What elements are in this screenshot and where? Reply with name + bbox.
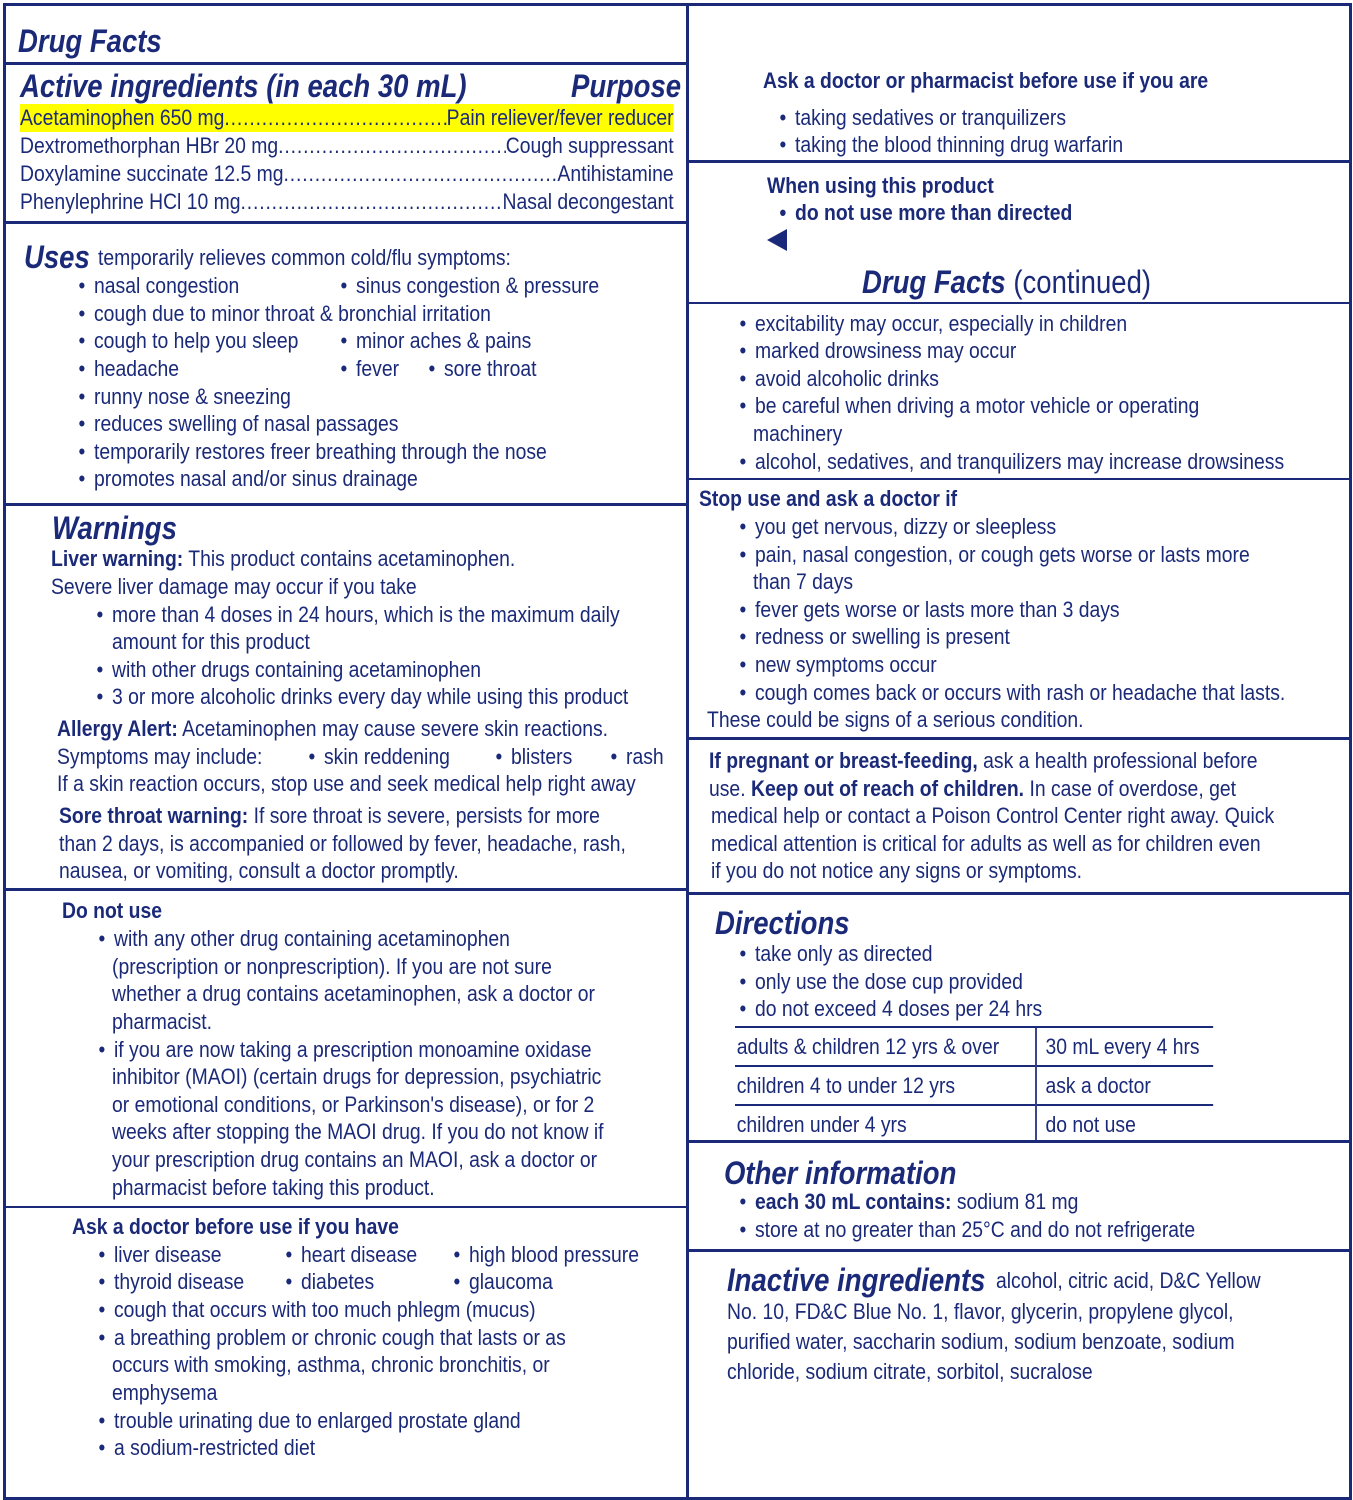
- drug-facts-title: Drug Facts: [18, 23, 162, 59]
- liver-item-cont: amount for this product: [112, 629, 310, 654]
- stop-use-item: • cough comes back or occurs with rash or headache that lasts.: [755, 679, 1285, 707]
- dosage-amount: ask a doctor: [1036, 1066, 1213, 1105]
- ask-doctor-item: • cough that occurs with too much phlegm (mucus): [114, 1296, 536, 1324]
- do-not-use-line: • if you are now taking a prescription monoamine oxidase: [114, 1036, 592, 1064]
- ask-doctor-item: • diabetes: [301, 1268, 374, 1296]
- table-row: [735, 1027, 1213, 1066]
- right-column: [689, 6, 1349, 1497]
- ingredient-row: [20, 132, 674, 160]
- ask-doctor-item-cont: occurs with smoking, asthma, chronic bronchitis, or: [112, 1352, 550, 1377]
- ask-doctor-item: • a breathing problem or chronic cough that lasts or as: [114, 1324, 566, 1352]
- do-not-use-line: or emotional conditions, or Parkinson's disease), or for 2: [112, 1092, 595, 1117]
- ask-pharmacist-item: • taking sedatives or tranquilizers: [795, 104, 1066, 132]
- dosage-group: adults & children 12 yrs & over: [735, 1027, 1036, 1066]
- other-info-heading: Other information: [724, 1155, 957, 1191]
- ingredient-purpose: Cough suppressant: [505, 133, 674, 158]
- ask-doctor-item: • liver disease: [114, 1241, 222, 1269]
- when-using-item: • do not use more than directed: [795, 199, 1072, 227]
- uses-item: • headache: [94, 355, 179, 383]
- sore-throat-warning: Sore throat warning: If sore throat is severe, persists for more: [59, 803, 600, 828]
- liver-item: • more than 4 doses in 24 hours, which is the maximum daily: [112, 601, 620, 629]
- when-using-item-cont: machinery: [753, 421, 843, 446]
- ingredient-name: Doxylamine succinate 12.5 mg: [20, 161, 284, 186]
- inactive-heading: Inactive ingredients: [727, 1262, 986, 1298]
- table-row: [735, 1066, 1213, 1105]
- pregnant-text: medical attention is critical for adults as well as for children even: [711, 831, 1261, 856]
- liver-item: • 3 or more alcoholic drinks every day while using this product: [112, 683, 628, 711]
- continued-arrow-icon: [767, 229, 787, 251]
- ingredient-purpose: Nasal decongestant: [502, 189, 674, 214]
- stop-use-item: • you get nervous, dizzy or sleepless: [755, 513, 1056, 541]
- uses-item: • sinus congestion & pressure: [356, 272, 599, 300]
- do-not-use-line: • with any other drug containing acetaminophen: [114, 925, 510, 953]
- drug-facts-continued: Drug Facts (continued): [862, 264, 1152, 300]
- uses-item: • minor aches & pains: [356, 327, 531, 355]
- ingredient-purpose: Pain reliever/fever reducer: [446, 105, 674, 130]
- warnings-heading: Warnings: [52, 510, 177, 546]
- ask-doctor-item: • heart disease: [301, 1241, 417, 1269]
- drug-facts-label: [3, 3, 1352, 1500]
- inactive-text: purified water, saccharin sodium, sodium benzoate, sodium: [727, 1329, 1235, 1354]
- symptoms-label: Symptoms may include:: [57, 744, 263, 769]
- sore-throat-text: than 2 days, is accompanied or followed by fever, headache, rash,: [59, 831, 626, 856]
- uses-intro: temporarily relieves common cold/flu symptoms:: [98, 245, 511, 270]
- ask-pharmacist-item: • taking the blood thinning drug warfarin: [795, 131, 1123, 159]
- pregnant-text: if you do not notice any signs or symptoms.: [711, 858, 1083, 883]
- ask-doctor-item: • glaucoma: [469, 1268, 553, 1296]
- symptom-item: • blisters: [511, 743, 572, 771]
- stop-use-item-cont: than 7 days: [753, 569, 854, 594]
- ask-doctor-item: • trouble urinating due to enlarged prostate gland: [114, 1407, 521, 1435]
- other-info-item: • store at no greater than 25°C and do not refrigerate: [755, 1216, 1195, 1244]
- directions-item: • only use the dose cup provided: [755, 968, 1023, 996]
- when-using-item: • marked drowsiness may occur: [755, 337, 1016, 365]
- uses-item: • temporarily restores freer breathing through the nose: [94, 438, 547, 466]
- do-not-use-line: whether a drug contains acetaminophen, ask a doctor or: [112, 981, 595, 1006]
- purpose-heading: Purpose: [571, 68, 682, 104]
- dosage-amount: do not use: [1036, 1105, 1213, 1143]
- ask-doctor-item: • a sodium-restricted diet: [114, 1434, 315, 1462]
- do-not-use-line: pharmacist before taking this product.: [112, 1175, 435, 1200]
- ingredient-name: Dextromethorphan HBr 20 mg: [20, 133, 279, 158]
- directions-item: • do not exceed 4 doses per 24 hrs: [755, 995, 1042, 1023]
- allergy-alert: Allergy Alert: Acetaminophen may cause severe skin reactions.: [57, 716, 609, 741]
- inactive-text: alcohol, citric acid, D&C Yellow: [996, 1268, 1261, 1293]
- do-not-use-line: inhibitor (MAOI) (certain drugs for depression, psychiatric: [112, 1064, 602, 1089]
- dosage-amount: 30 mL every 4 hrs: [1036, 1027, 1213, 1066]
- symptom-item: • rash: [626, 743, 664, 771]
- when-using-item: • avoid alcoholic drinks: [755, 365, 939, 393]
- dosage-group: children under 4 yrs: [735, 1105, 1036, 1143]
- do-not-use-line: weeks after stopping the MAOI drug. If you do not know if: [112, 1119, 604, 1144]
- ingredient-purpose: Antihistamine: [557, 161, 674, 186]
- when-using-item: • be careful when driving a motor vehicle or operating: [755, 392, 1199, 420]
- when-using-item: • alcohol, sedatives, and tranquilizers may increase drowsiness: [755, 448, 1284, 476]
- table-row: [735, 1105, 1213, 1143]
- uses-heading: Uses: [24, 239, 90, 275]
- uses-item: • fever: [356, 355, 399, 383]
- do-not-use-line: pharmacist.: [112, 1009, 213, 1034]
- directions-heading: Directions: [715, 905, 850, 941]
- uses-item: • sore throat: [444, 355, 537, 383]
- stop-use-footer: These could be signs of a serious condition.: [707, 707, 1084, 732]
- stop-use-heading: Stop use and ask a doctor if: [699, 486, 958, 511]
- liver-item: • with other drugs containing acetaminophen: [112, 656, 481, 684]
- do-not-use-line: (prescription or nonprescription). If you are not sure: [112, 954, 552, 979]
- uses-item: • nasal congestion: [94, 272, 239, 300]
- inactive-text: No. 10, FD&C Blue No. 1, flavor, glycerin, propylene glycol,: [727, 1299, 1234, 1324]
- ingredient-row: [20, 160, 674, 188]
- ingredient-row: [20, 188, 674, 216]
- uses-item: • reduces swelling of nasal passages: [94, 410, 398, 438]
- symptom-item: • skin reddening: [324, 743, 450, 771]
- ingredient-name: Acetaminophen 650 mg: [20, 105, 225, 130]
- ingredient-name: Phenylephrine HCl 10 mg: [20, 189, 241, 214]
- sore-throat-text: nausea, or vomiting, consult a doctor promptly.: [59, 858, 459, 883]
- when-using-item: • excitability may occur, especially in children: [755, 310, 1127, 338]
- when-using-heading: When using this product: [767, 173, 994, 198]
- stop-use-item: • fever gets worse or lasts more than 3 days: [755, 596, 1120, 624]
- dosage-group: children 4 to under 12 yrs: [735, 1066, 1036, 1105]
- pregnant-warning: If pregnant or breast-feeding, ask a health professional before: [709, 748, 1258, 773]
- ask-doctor-item: • high blood pressure: [469, 1241, 639, 1269]
- ask-doctor-item-cont: emphysema: [112, 1380, 218, 1405]
- uses-item: • cough due to minor throat & bronchial irritation: [94, 300, 491, 328]
- ask-doctor-item: • thyroid disease: [114, 1268, 244, 1296]
- pregnant-text: medical help or contact a Poison Control Center right away. Quick: [711, 803, 1275, 828]
- uses-item: • runny nose & sneezing: [94, 383, 291, 411]
- ask-doctor-heading: Ask a doctor before use if you have: [72, 1214, 399, 1239]
- do-not-use-heading: Do not use: [62, 898, 162, 923]
- allergy-text: If a skin reaction occurs, stop use and seek medical help right away: [57, 771, 636, 796]
- do-not-use-line: your prescription drug contains an MAOI, ask a doctor or: [112, 1147, 598, 1172]
- liver-warning: Liver warning: This product contains acetaminophen.: [51, 546, 516, 571]
- stop-use-item: • new symptoms occur: [755, 651, 937, 679]
- stop-use-item: • redness or swelling is present: [755, 623, 1010, 651]
- liver-warning-text: Severe liver damage may occur if you take: [51, 574, 417, 599]
- inactive-text: chloride, sodium citrate, sorbitol, sucralose: [727, 1359, 1093, 1384]
- active-ingredients-heading: Active ingredients (in each 30 mL): [20, 68, 467, 104]
- ask-pharmacist-heading: Ask a doctor or pharmacist before use if you are: [763, 68, 1209, 93]
- dosage-table: [735, 1026, 1213, 1143]
- left-column: [6, 6, 689, 1497]
- uses-item: • promotes nasal and/or sinus drainage: [94, 465, 418, 493]
- stop-use-item: • pain, nasal congestion, or cough gets worse or lasts more: [755, 541, 1250, 569]
- directions-item: • take only as directed: [755, 940, 932, 968]
- uses-item: • cough to help you sleep: [94, 327, 298, 355]
- keep-out-reach: use. Keep out of reach of children. In case of overdose, get: [709, 776, 1236, 801]
- ingredient-row: [20, 104, 674, 132]
- other-info-item: • each 30 mL contains: sodium 81 mg: [755, 1188, 1078, 1216]
